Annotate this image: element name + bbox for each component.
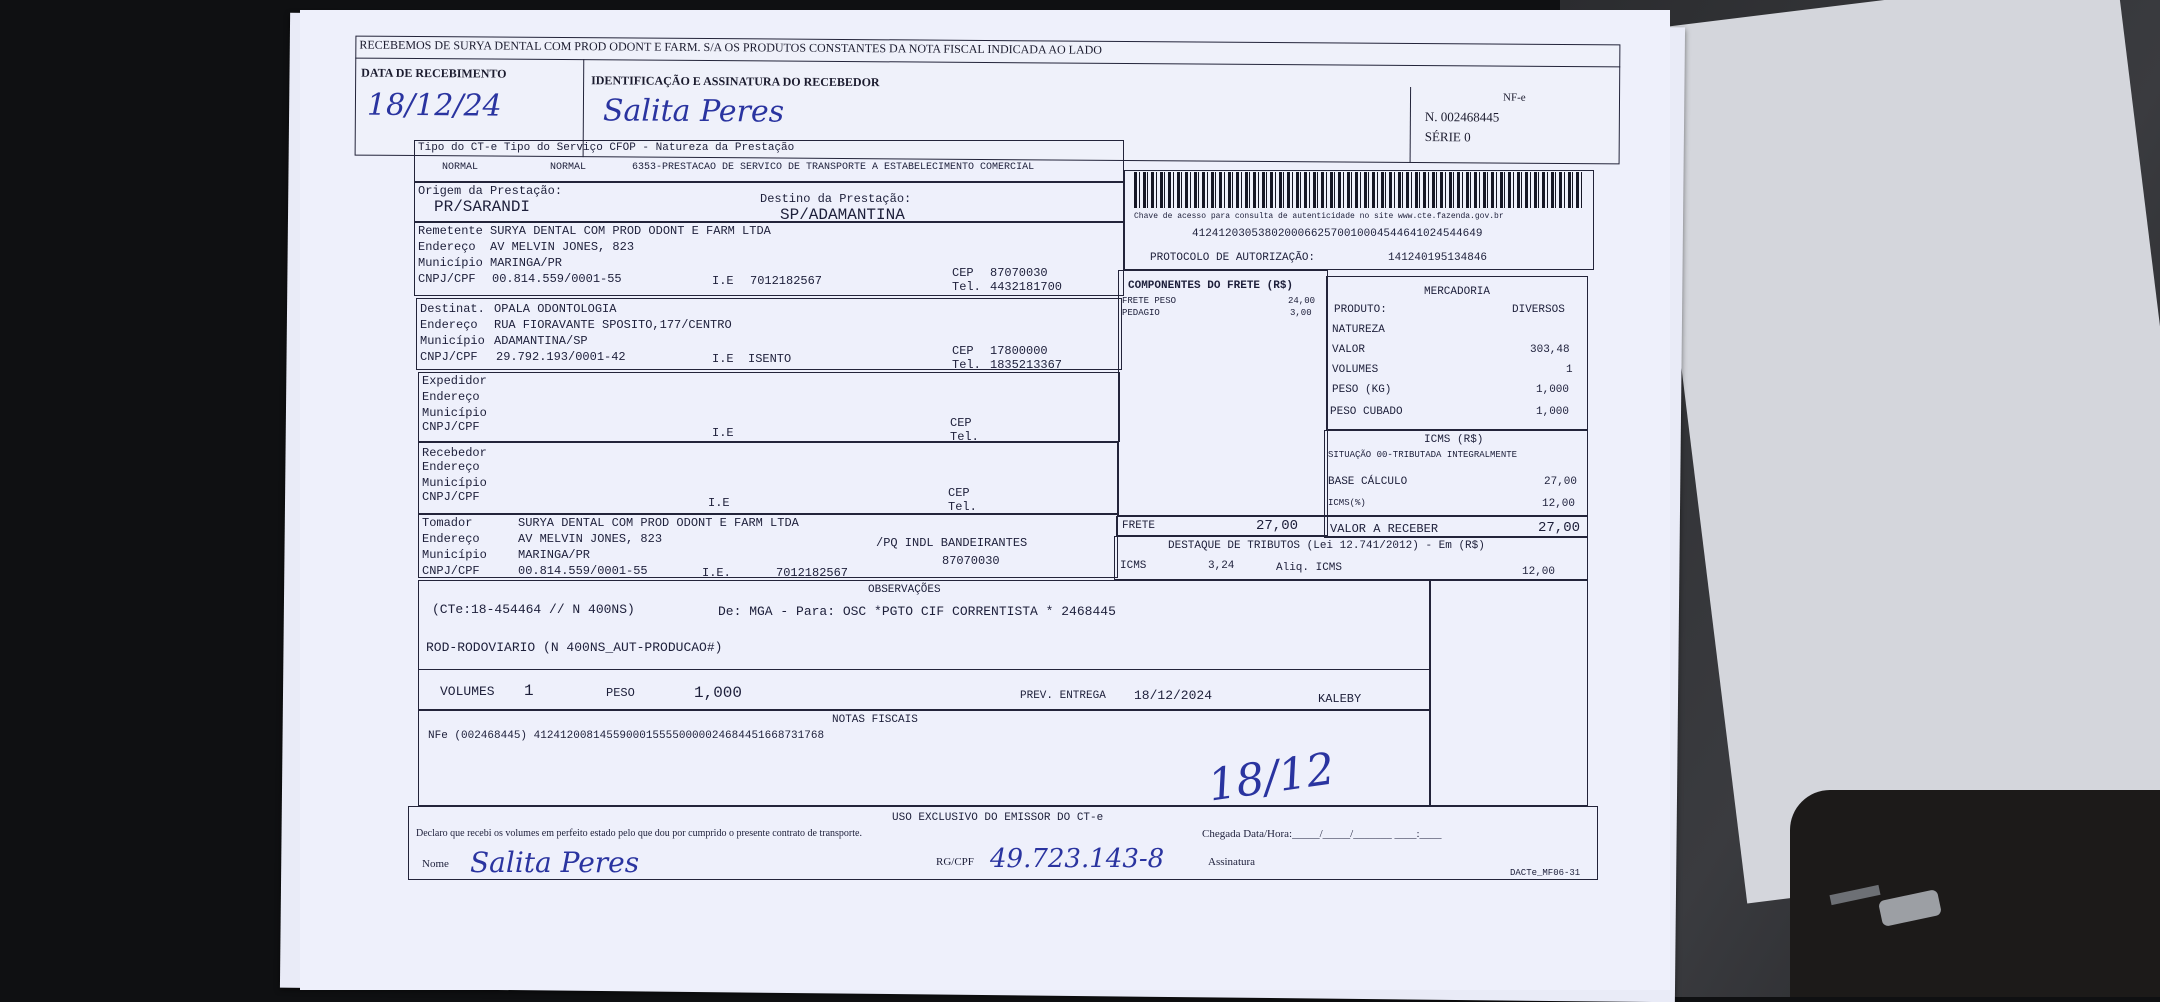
destinatario-tel: 1835213367	[990, 358, 1063, 372]
tipo-servico: NORMAL	[550, 162, 587, 173]
frete-peso-value: 24,00	[1288, 296, 1316, 306]
frete-total-label: FRETE	[1122, 520, 1156, 532]
volumes-value: 1	[1566, 364, 1573, 376]
destinatario-label: Destinat.	[420, 302, 485, 316]
obs-peso-value: 1,000	[694, 684, 743, 702]
remetente-municipio: MARINGA/PR	[490, 256, 563, 270]
destinatario-endereco-label: Endereço	[420, 318, 478, 332]
obs-line1-b: De: MGA - Para: OSC *PGTO CIF CORRENTISTA * 2468445	[718, 604, 1116, 619]
valor-value: 303,48	[1530, 344, 1570, 356]
valor-receber-value: 27,00	[1538, 520, 1581, 536]
recebedor-endereco-label: Endereço	[422, 460, 480, 474]
remetente-municipio-label: Município	[418, 256, 483, 270]
remetente-cep: 87070030	[990, 266, 1048, 280]
obs-volumes-label: VOLUMES	[440, 684, 495, 699]
frete-peso-label: FRETE PESO	[1122, 296, 1177, 306]
destinatario-cnpj-label: CNPJ/CPF	[420, 350, 478, 364]
natureza-label: NATUREZA	[1332, 324, 1385, 336]
receipt-date-value: 18/12/24	[366, 87, 502, 124]
mercadoria-header: MERCADORIA	[1424, 286, 1491, 298]
base-value: 27,00	[1544, 476, 1578, 488]
tributos-icms-label: ICMS	[1120, 560, 1147, 572]
peso-cubado-value: 1,000	[1536, 406, 1570, 418]
receipt-date-label: DATA DE RECEBIMENTO	[361, 65, 507, 81]
emissor-footer: DACTe_MF06-31	[1510, 868, 1581, 878]
recebedor-box	[418, 442, 1118, 514]
destinatario-endereco: RUA FIORAVANTE SPOSITO,177/CENTRO	[494, 318, 732, 332]
remetente-cnpj-label: CNPJ/CPF	[418, 272, 476, 286]
emissor-assinatura-label: Assinatura	[1208, 856, 1256, 868]
receipt-signature: Salita Peres	[602, 93, 785, 130]
prev-entrega-label: PREV. ENTREGA	[1020, 690, 1106, 702]
destinatario-cep: 17800000	[990, 344, 1048, 358]
expedidor-cep-label: CEP	[950, 416, 972, 430]
tomador-municipio-label: Município	[422, 548, 487, 562]
expedidor-endereco-label: Endereço	[422, 390, 480, 404]
observacoes-header: OBSERVAÇÕES	[868, 584, 941, 596]
prev-entrega-value: 18/12/2024	[1134, 688, 1213, 703]
produto-value: DIVERSOS	[1512, 304, 1565, 316]
icms-situacao: SITUAÇÃO 00-TRIBUTADA INTEGRALMENTE	[1328, 450, 1518, 460]
remetente-tel: 4432181700	[990, 280, 1063, 294]
destinatario-cep-label: CEP	[952, 344, 974, 358]
dacte-document	[400, 140, 1600, 890]
frete-header: COMPONENTES DO FRETE (R$)	[1128, 280, 1294, 292]
remetente-ie-label: I.E	[712, 274, 734, 288]
emissor-header: USO EXCLUSIVO DO EMISSOR DO CT-e	[892, 812, 1104, 824]
icms-aliq-value: 12,00	[1542, 498, 1576, 510]
base-label: BASE CÁLCULO	[1328, 476, 1408, 488]
tipo-header: Tipo do CT-e Tipo do Serviço CFOP - Natureza da Prestação	[418, 142, 795, 154]
tributos-icms-value: 3,24	[1208, 560, 1235, 572]
emissor-nome-signature: Salita Peres	[470, 846, 640, 879]
tomador-ie-label: I.E.	[702, 566, 731, 580]
tomador-cnpj: 00.814.559/0001-55	[518, 564, 648, 578]
peso-cubado-label: PESO CUBADO	[1330, 406, 1403, 418]
valor-label: VALOR	[1332, 344, 1366, 356]
frete-total-value: 27,00	[1256, 518, 1299, 534]
origem-value: PR/SARANDI	[434, 198, 531, 216]
remetente-endereco: AV MELVIN JONES, 823	[490, 240, 635, 254]
obs-peso-label: PESO	[606, 686, 635, 700]
remetente-ie: 7012182567	[750, 274, 823, 288]
tomador-municipio: MARINGA/PR	[518, 548, 591, 562]
recebedor-cep-label: CEP	[948, 486, 970, 500]
frete-box	[1118, 270, 1328, 516]
tomador-bairro: /PQ INDL BANDEIRANTES	[876, 536, 1028, 550]
obs-volumes-value: 1	[524, 682, 534, 700]
icms-header: ICMS (R$)	[1424, 434, 1484, 446]
expedidor-cnpj-label: CNPJ/CPF	[422, 420, 480, 434]
receipt-nfe-label: NF-e	[1502, 91, 1526, 104]
cfop: 6353-PRESTACAO DE SERVICO DE TRANSPORTE A ESTABELECIMENTO COMERCIAL	[632, 162, 1035, 173]
recebedor-municipio-label: Município	[422, 476, 487, 490]
destinatario-municipio-label: Município	[420, 334, 485, 348]
protocolo-label: PROTOCOLO DE AUTORIZAÇÃO:	[1150, 252, 1316, 264]
icms-aliq-label: ICMS(%)	[1328, 498, 1366, 508]
remetente-tel-label: Tel.	[952, 280, 981, 294]
tomador-label: Tomador	[422, 516, 473, 530]
expedidor-ie-label: I.E	[712, 426, 734, 440]
barcode	[1134, 172, 1584, 208]
expedidor-municipio-label: Município	[422, 406, 487, 420]
receipt-nfe-number: N. 002468445	[1424, 109, 1500, 125]
emissor-chegada: Chegada Data/Hora:_____/_____/_______ ____:____	[1202, 828, 1442, 840]
remetente-label: Remetente	[418, 224, 483, 238]
pedagio-value: 3,00	[1290, 308, 1312, 318]
notas-nfe: NFe (002468445) 41241200814559000155550000024684451668731768	[428, 730, 825, 742]
produto-label: PRODUTO:	[1334, 304, 1387, 316]
destinatario-nome: OPALA ODONTOLOGIA	[494, 302, 617, 316]
emissor-rg-label: RG/CPF	[936, 856, 974, 868]
peso-label: PESO (KG)	[1332, 384, 1392, 396]
tomador-endereco-label: Endereço	[422, 532, 480, 546]
origem-label: Origem da Prestação:	[418, 184, 563, 198]
obs-line2: ROD-RODOVIARIO (N 400NS_AUT-PRODUCAO#)	[426, 640, 723, 655]
receipt-ident-label: IDENTIFICAÇÃO E ASSINATURA DO RECEBEDOR	[591, 73, 880, 90]
tomador-cnpj-label: CNPJ/CPF	[422, 564, 480, 578]
remetente-cep-label: CEP	[952, 266, 974, 280]
tributos-header: DESTAQUE DE TRIBUTOS (Lei 12.741/2012) - Em (R$)	[1168, 540, 1485, 552]
emissor-rg-value: 49.723.143-8	[990, 844, 1165, 874]
destino-value: SP/ADAMANTINA	[780, 206, 905, 224]
recebedor-label: Recebedor	[422, 446, 487, 460]
emissor-nome-label: Nome	[422, 858, 449, 870]
chave-value: 41241203053802000662570010004544641024544649	[1192, 228, 1483, 240]
pedagio-label: PEDAGIO	[1122, 308, 1160, 318]
emissor-declaro: Declaro que recebi os volumes em perfeito estado pelo que dou por cumprido o presente contrato de transporte.	[416, 828, 862, 839]
remetente-endereco-label: Endereço	[418, 240, 476, 254]
destinatario-ie: ISENTO	[748, 352, 792, 366]
notas-header: NOTAS FISCAIS	[832, 714, 918, 726]
protocolo-value: 141240195134846	[1388, 252, 1488, 264]
remetente-cnpj: 00.814.559/0001-55	[492, 272, 622, 286]
expedidor-label: Expedidor	[422, 374, 487, 388]
chave-label: Chave de acesso para consulta de autenticidade no site www.cte.fazenda.gov.br	[1134, 212, 1504, 221]
destinatario-cnpj: 29.792.193/0001-42	[496, 350, 626, 364]
volumes-label: VOLUMES	[1332, 364, 1379, 376]
destinatario-tel-label: Tel.	[952, 358, 981, 372]
peso-value: 1,000	[1536, 384, 1570, 396]
tributos-aliq-value: 12,00	[1522, 566, 1556, 578]
operador: KALEBY	[1318, 692, 1362, 706]
receipt-header: RECEBEMOS DE SURYA DENTAL COM PROD ODONT E FARM. S/A OS PRODUTOS CONSTANTES DA NOTA FISCAL INDICADA AO LADO	[359, 37, 1103, 57]
recebedor-ie-label: I.E	[708, 496, 730, 510]
tomador-cep: 87070030	[942, 554, 1000, 568]
tomador-endereco: AV MELVIN JONES, 823	[518, 532, 663, 546]
tributos-aliq-label: Aliq. ICMS	[1276, 562, 1343, 574]
destinatario-municipio: ADAMANTINA/SP	[494, 334, 588, 348]
expedidor-tel-label: Tel.	[950, 430, 979, 444]
tomador-nome: SURYA DENTAL COM PROD ODONT E FARM LTDA	[518, 516, 799, 530]
side-box	[1430, 580, 1588, 806]
valor-receber-label: VALOR A RECEBER	[1330, 522, 1439, 536]
notas-handwritten-date: 18/12	[1205, 743, 1338, 812]
tomador-ie: 7012182567	[776, 566, 849, 580]
tipo-cte: NORMAL	[442, 162, 479, 173]
recebedor-tel-label: Tel.	[948, 500, 977, 514]
volumes-row-box	[418, 670, 1430, 710]
remetente-nome: SURYA DENTAL COM PROD ODONT E FARM LTDA	[490, 224, 771, 238]
recebedor-cnpj-label: CNPJ/CPF	[422, 490, 480, 504]
obs-line1-a: (CTe:18-454464 // N 400NS)	[432, 602, 635, 617]
expedidor-box	[418, 372, 1120, 442]
destino-label: Destino da Prestação:	[760, 192, 912, 206]
receipt-serie: SÉRIE 0	[1424, 129, 1471, 145]
destinatario-ie-label: I.E	[712, 352, 734, 366]
